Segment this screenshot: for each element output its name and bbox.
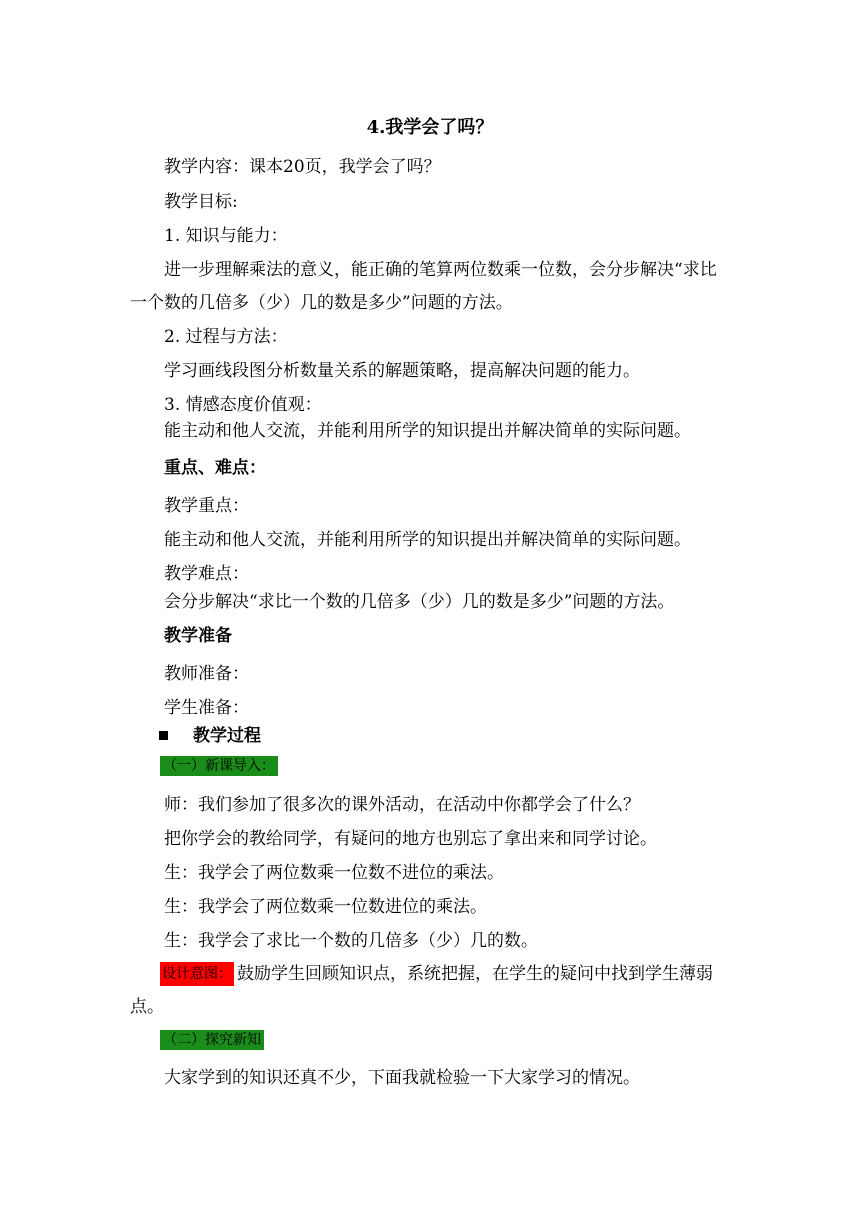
teacher-prep: 教师准备： xyxy=(164,664,249,684)
goal2-text: 学习画线段图分析数量关系的解题策略，提高解决问题的能力。 xyxy=(164,361,640,381)
bullet-square-icon xyxy=(159,731,168,740)
student-prep: 学生准备： xyxy=(164,698,249,718)
goal1-text-line2: 一个数的几倍多（少）几的数是多少”问题的方法。 xyxy=(130,293,513,313)
teaching-content: 教学内容：课本20页，我学会了吗？ xyxy=(164,157,441,177)
goal1-heading: 1. 知识与能力： xyxy=(164,226,288,246)
goal1-text-line1: 进一步理解乘法的意义，能正确的笔算两位数乘一位数，会分步解决“求比 xyxy=(164,260,717,280)
key-point-label: 教学重点： xyxy=(164,496,249,516)
section1-label: （一）新课导入： xyxy=(160,756,278,776)
difficulty-label: 教学难点： xyxy=(164,564,249,584)
prep-heading: 教学准备 xyxy=(164,626,232,646)
section2-label: （二）探究新知 xyxy=(160,1030,264,1050)
s1-line3: 生：我学会了两位数乘一位数不进位的乘法。 xyxy=(164,863,504,883)
goal2-heading: 2. 过程与方法： xyxy=(164,327,288,347)
page-title: 4.我学会了吗？ xyxy=(366,117,494,138)
s1-line1: 师：我们参加了很多次的课外活动，在活动中你都学会了什么？ xyxy=(164,795,640,815)
design-text-line1: 鼓励学生回顾知识点，系统把握，在学生的疑问中找到学生薄弱 xyxy=(237,964,713,984)
goals-heading: 教学目标: xyxy=(164,192,238,212)
s2-line1: 大家学到的知识还真不少，下面我就检验一下大家学习的情况。 xyxy=(164,1068,640,1088)
design-label: 设计意图： xyxy=(160,962,234,986)
process-heading: 教学过程 xyxy=(193,726,261,746)
design-text-line2: 点。 xyxy=(130,997,164,1017)
s1-line5: 生：我学会了求比一个数的几倍多（少）几的数。 xyxy=(164,931,538,951)
goal3-heading: 3. 情感态度价值观： xyxy=(164,395,322,415)
s1-line4: 生：我学会了两位数乘一位数进位的乘法。 xyxy=(164,897,487,917)
s1-line2: 把你学会的教给同学，有疑问的地方也别忘了拿出来和同学讨论。 xyxy=(164,829,657,849)
key-point-text: 能主动和他人交流，并能利用所学的知识提出并解决简单的实际问题。 xyxy=(164,530,691,550)
key-heading: 重点、难点： xyxy=(164,458,266,478)
goal3-text: 能主动和他人交流，并能利用所学的知识提出并解决简单的实际问题。 xyxy=(164,421,691,441)
difficulty-text: 会分步解决“求比一个数的几倍多（少）几的数是多少”问题的方法。 xyxy=(164,592,675,612)
